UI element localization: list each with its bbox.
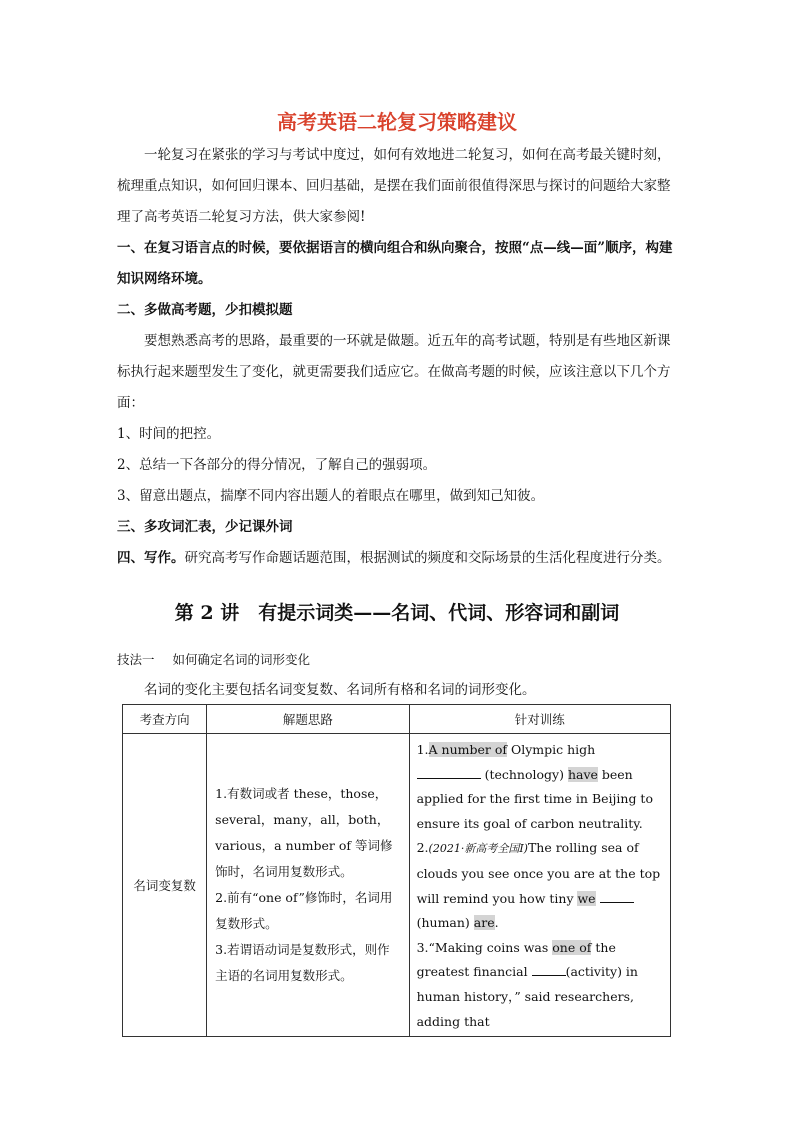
section-4 [117, 543, 682, 574]
practice-cell [409, 734, 670, 1037]
answer-blank-3[interactable] [532, 962, 566, 976]
header-ideas: 解题思路 [207, 705, 409, 734]
section-2-paragraph: 要想熟悉高考的思路，最重要的一环就是做题。近五年的高考试题，特别是有些地区新课标执行起来题型发生了变化，就更需要我们适应它。在做高考题的时候，应该注意以下几个方面： [117, 333, 671, 411]
skill-label: 技法一 [117, 652, 155, 667]
section-1: 一、在复习语言点的时候，要依据语言的横向组合和纵向聚合，按照“点—线—面”顺序，构建知识网络环境。 [117, 240, 673, 287]
exercise-2: 2.(2021·新高考全国Ⅰ)The rolling sea of clouds you see once you are at the top will remind you how tiny we (human) are. [416, 840, 661, 931]
header-practice: 针对训练 [409, 705, 670, 734]
skill-line [117, 650, 328, 668]
page-title: 高考英语二轮复习策略建议 [277, 110, 517, 134]
skill-intro: 名词的变化主要包括名词变复数、名词所有格和名词的词形变化。 [144, 682, 536, 698]
intro-paragraph: 一轮复习在紧张的学习与考试中度过，如何有效地进二轮复习，如何在高考最关键时刻，梳理重点知识，如何回归课本、回归基础，是摆在我们面前很值得深思与探讨的问题给大家整理了高考英语二轮复习方法，供大家参阅! [117, 147, 671, 225]
answer-blank-2[interactable] [600, 889, 634, 903]
section-2-heading: 二、多做高考题，少扣模拟题 [117, 302, 293, 318]
header-direction: 考查方向 [123, 705, 207, 734]
direction-cell: 名词变复数 [123, 734, 207, 1037]
point-3: 3、留意出题点，揣摩不同内容出题人的着眼点在哪里，做到知己知彼。 [117, 488, 545, 504]
lesson-title: 第 2 讲 有提示词类——名词、代词、形容词和副词 [174, 602, 620, 624]
section-4-text: 研究高考写作命题话题范围，根据测试的频度和交际场景的生活化程度进行分类。 [184, 550, 671, 566]
answer-blank-1[interactable] [417, 765, 481, 779]
exercise-table [122, 704, 671, 1037]
exercise-1: 1.A number of Olympic high (technology) have been applied for the first time in Beijing to ensure its goal of carbon neutrality. [416, 742, 653, 831]
exercise-3: 3.“Making coins was one of the greatest financial (activity) in human history，” said researchers, adding that [416, 939, 638, 1029]
ideas-cell [207, 734, 409, 1037]
section-3-heading: 三、多攻词汇表，少记课外词 [117, 519, 293, 535]
table-header-row [123, 705, 671, 734]
point-2: 2、总结一下各部分的得分情况，了解自己的强弱项。 [117, 457, 437, 473]
idea-2: 2.前有“one of”修饰时，名词用复数形式。 [215, 890, 393, 932]
idea-3: 3.若谓语动词是复数形式，则作主语的名词用复数形式。 [215, 942, 390, 984]
idea-1: 1.有数词或者 these，those，several，many，all，both，various，a number of 等词修饰时，名词用复数形式。 [215, 786, 393, 880]
table-row [123, 734, 671, 1037]
section-4-heading: 四、写作。 [117, 550, 185, 566]
skill-text: 如何确定名词的词形变化 [172, 652, 311, 667]
point-1: 1、时间的把控。 [117, 426, 221, 442]
